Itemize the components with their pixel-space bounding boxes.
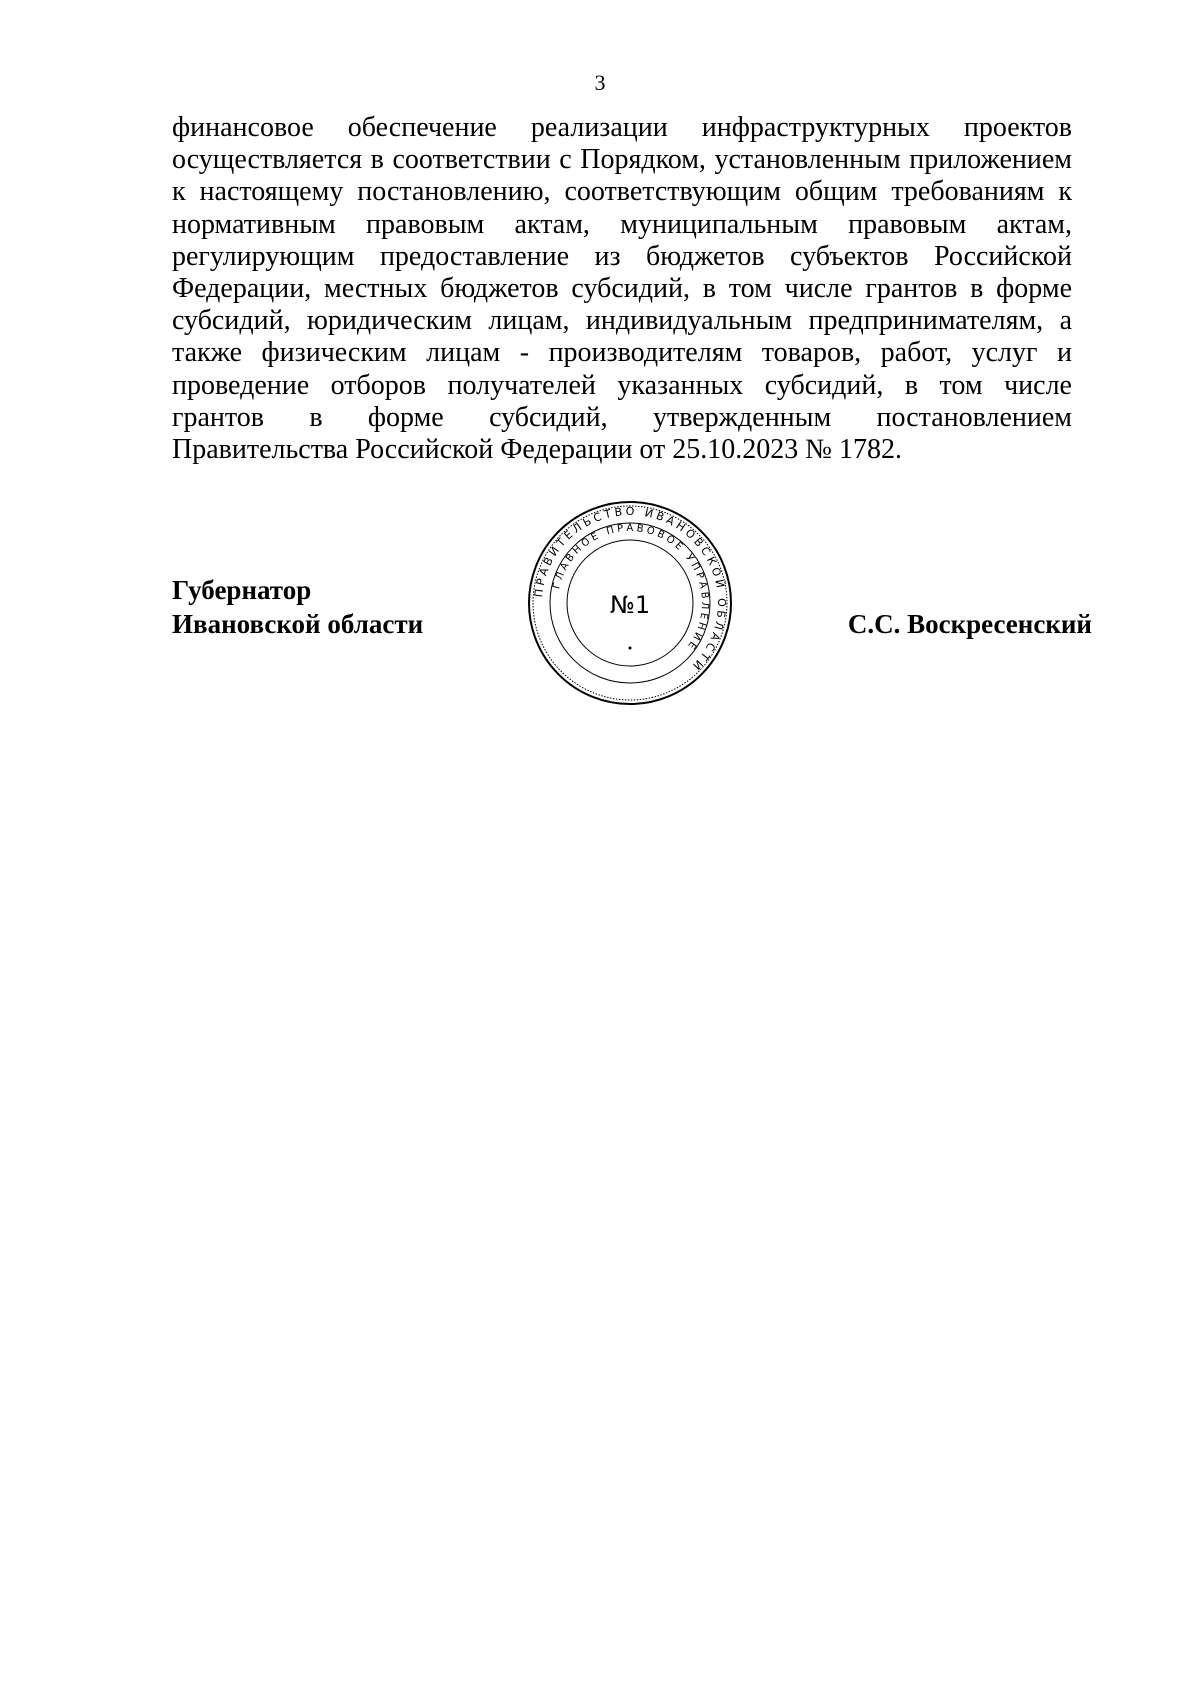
page-number: 3 (594, 70, 606, 95)
paragraph-line: финансовое обеспечение реализации инфраструктурных проектов (172, 112, 1072, 143)
paragraph-line: грантов в форме субсидий, утвержденным постановлением (172, 401, 1072, 433)
paragraph-line: Федерации, местных бюджетов субсидий, в том числе грантов в форме (172, 273, 1072, 305)
paragraph-line: нормативным правовым актам, муниципальным правовым актам, (172, 208, 1072, 240)
body-paragraph (172, 112, 1072, 466)
paragraph-line: к настоящему постановлению, соответствующим общим требованиям к (172, 176, 1072, 208)
seal-outer-textpath: ПРАВИТЕЛЬСТВО ИВАНОВСКОЙ ОБЛАСТИ (532, 504, 729, 675)
paragraph-line: Правительства Российской Федерации от 25.10.2023 № 1782. (172, 434, 903, 466)
paragraph-line: также физическим лицам - производителям товаров, работ, услуг и (172, 337, 1072, 369)
official-seal (525, 498, 735, 708)
seal-center-number: №1 (609, 591, 651, 619)
paragraph-line: субсидий, юридическим лицам, индивидуальным предпринимателям, а (172, 305, 1072, 337)
signatory-name: С.С. Воскресенский (847, 609, 1092, 639)
paragraph-line: осуществляется в соответствии с Порядком, установленным приложением (172, 144, 1072, 176)
signatory-position (172, 573, 423, 641)
seal-inner-textpath: ГЛАВНОЕ ПРАВОВОЕ УПРАВЛЕНИЕ (551, 522, 711, 654)
paragraph-line: регулирующим предоставление из бюджетов субъектов Российской (172, 240, 1072, 272)
paragraph-line: проведение отборов получателей указанных субсидий, в том числе (172, 369, 1072, 401)
seal-dot (629, 647, 632, 650)
signatory-title: Губернатор (172, 575, 312, 605)
signatory-region: Ивановской области (172, 609, 424, 639)
